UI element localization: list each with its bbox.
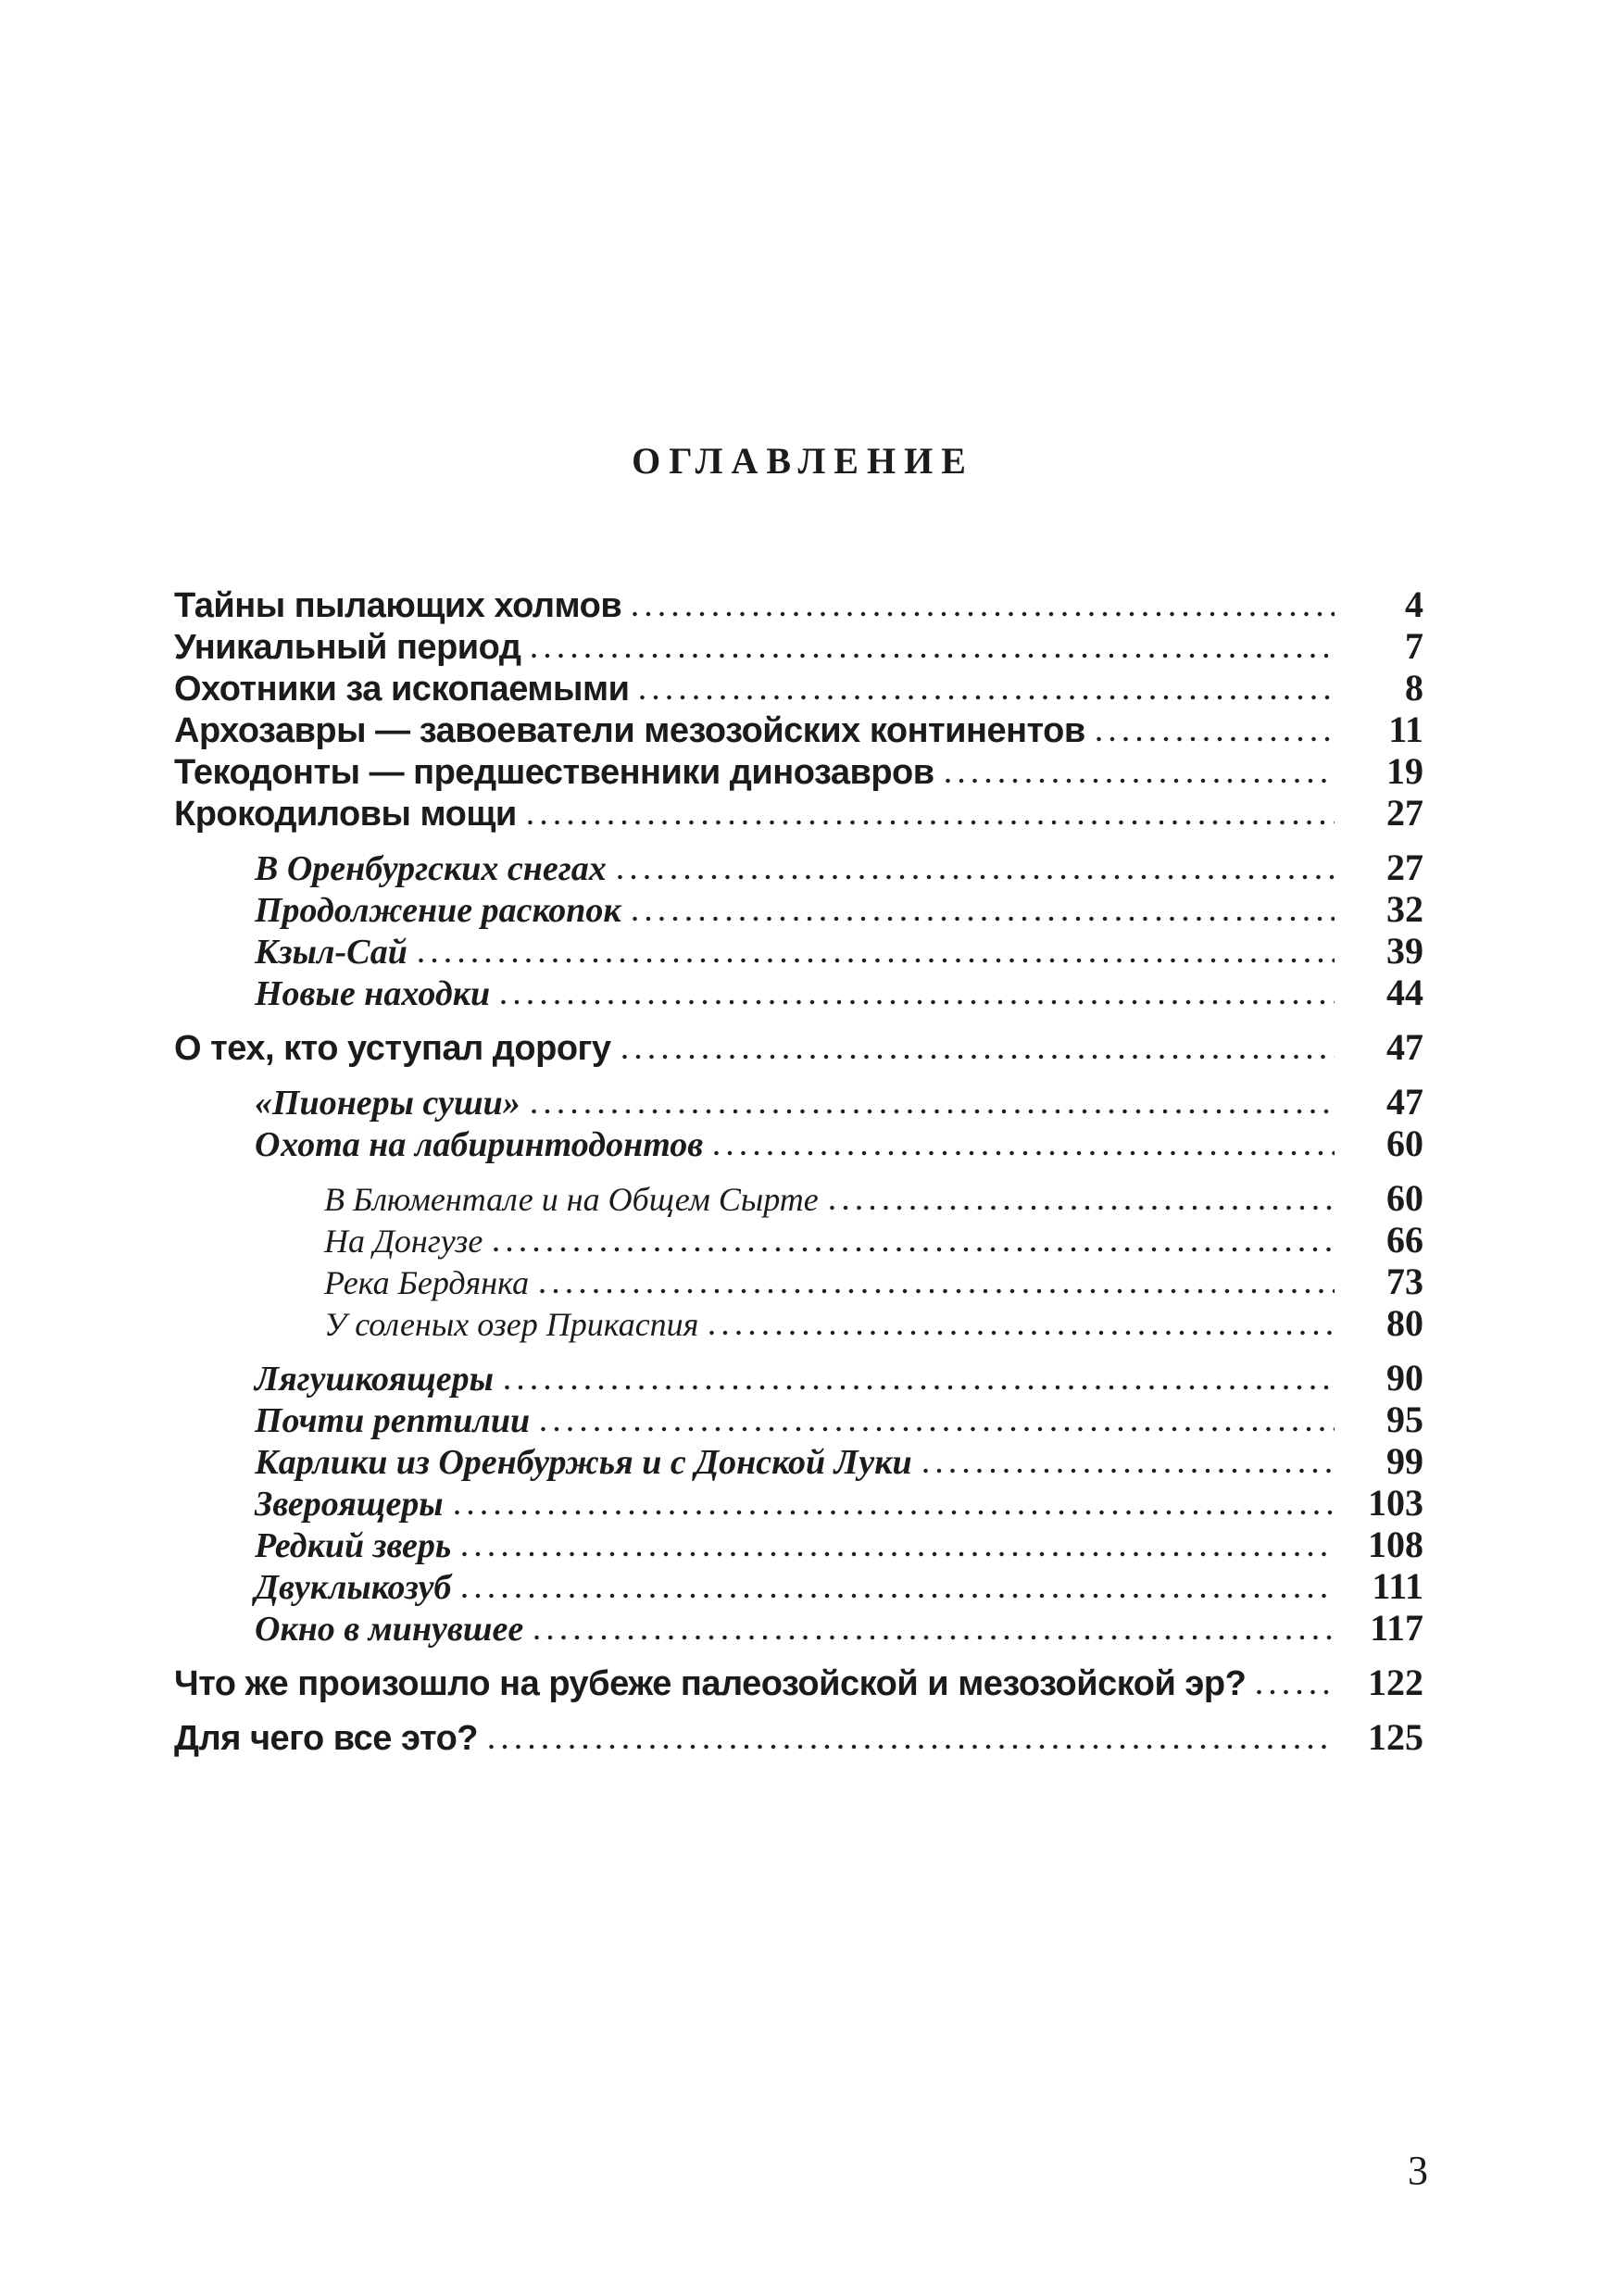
dot-leader xyxy=(534,1632,1335,1640)
toc-entry-title: В Блюментале и на Общем Сырте xyxy=(324,1181,819,1218)
toc-entry-page-number: 44 xyxy=(1386,972,1423,1013)
toc-entry-title: Река Бердянка xyxy=(324,1264,530,1301)
toc-entry-page-number: 27 xyxy=(1386,847,1423,888)
toc-entry xyxy=(174,1440,1423,1482)
toc-entry xyxy=(174,1026,1423,1068)
toc-entry xyxy=(174,1261,1423,1302)
toc-entry-title: Двуклыкозуб xyxy=(255,1568,452,1607)
toc-entry-title: Продолжение раскопок xyxy=(255,891,621,930)
toc-entry-title: Звероящеры xyxy=(255,1485,444,1524)
toc-entry xyxy=(174,750,1423,792)
dot-leader xyxy=(532,650,1335,659)
toc-entry xyxy=(174,625,1423,667)
toc-entry-title: «Пионеры суши» xyxy=(255,1084,520,1123)
toc-entry-page-number: 125 xyxy=(1368,1716,1423,1758)
toc-entry xyxy=(174,1081,1423,1123)
dot-leader xyxy=(830,1202,1335,1211)
toc-entry xyxy=(174,1524,1423,1565)
toc-entry-page-number: 39 xyxy=(1386,930,1423,972)
toc-entry-page-number: 19 xyxy=(1386,750,1423,792)
toc-entry xyxy=(174,847,1423,888)
toc-entry xyxy=(174,1123,1423,1164)
toc-entry xyxy=(174,1302,1423,1344)
dot-leader xyxy=(455,1507,1335,1515)
toc-entry-title: О тех, кто уступал дорогу xyxy=(174,1029,611,1068)
toc-entry-title: Тайны пылающих холмов xyxy=(174,586,622,625)
toc-entry-page-number: 95 xyxy=(1386,1399,1423,1440)
dot-leader xyxy=(714,1148,1335,1156)
toc-entry-page-number: 117 xyxy=(1370,1607,1423,1649)
toc-entry-page-number: 60 xyxy=(1386,1123,1423,1164)
dot-leader xyxy=(505,1382,1335,1390)
toc-entry-title: В Оренбургских снегах xyxy=(255,849,607,888)
toc-entry-page-number: 103 xyxy=(1368,1482,1423,1524)
dot-leader xyxy=(541,1424,1335,1432)
toc-entry xyxy=(174,1607,1423,1649)
toc-entry-title: Лягушкоящеры xyxy=(255,1360,494,1399)
toc-entry-title: У соленых озер Прикаспия xyxy=(324,1306,699,1343)
toc-entry xyxy=(174,1357,1423,1399)
toc-entry-page-number: 66 xyxy=(1386,1219,1423,1261)
dot-leader xyxy=(528,817,1335,825)
toc-entry xyxy=(174,1399,1423,1440)
toc-entry-page-number: 47 xyxy=(1386,1026,1423,1068)
dot-leader xyxy=(923,1465,1335,1474)
toc-entry-page-number: 122 xyxy=(1368,1662,1423,1703)
toc-entry xyxy=(174,1482,1423,1524)
dot-leader xyxy=(540,1286,1335,1294)
toc-entry-title: Охотники за ископаемыми xyxy=(174,670,630,709)
toc-entry xyxy=(174,1219,1423,1261)
toc-entry xyxy=(174,1716,1423,1758)
dot-leader xyxy=(633,913,1335,922)
dot-leader xyxy=(622,1051,1335,1060)
toc-entry-title: Для чего все это? xyxy=(174,1719,478,1758)
dot-leader xyxy=(1257,1687,1335,1695)
toc-entry-title: Почти рептилии xyxy=(255,1401,531,1440)
toc-entry-page-number: 8 xyxy=(1405,667,1423,709)
dot-leader xyxy=(532,1106,1335,1114)
toc-entry-title: Карлики из Оренбуржья и с Донской Луки xyxy=(255,1443,912,1482)
toc-entry xyxy=(174,972,1423,1013)
dot-leader xyxy=(501,997,1335,1005)
toc-entry-title: Уникальный период xyxy=(174,628,521,667)
toc-entry-page-number: 90 xyxy=(1386,1357,1423,1399)
toc-entry-page-number: 73 xyxy=(1386,1261,1423,1302)
toc-entry-title: На Донгузе xyxy=(324,1223,483,1260)
toc-entry-title: Крокодиловы мощи xyxy=(174,795,517,834)
toc-entry-page-number: 60 xyxy=(1386,1177,1423,1219)
dot-leader xyxy=(946,775,1335,784)
toc-entry-page-number: 32 xyxy=(1386,888,1423,930)
toc-entry-page-number: 27 xyxy=(1386,792,1423,834)
toc-entry xyxy=(174,667,1423,709)
page-title: ОГЛАВЛЕНИЕ xyxy=(632,440,974,482)
dot-leader xyxy=(640,692,1335,700)
toc-entry xyxy=(174,792,1423,834)
toc-entry-title: Кзыл-Сай xyxy=(255,933,407,972)
toc-entry xyxy=(174,1177,1423,1219)
toc-entry-page-number: 47 xyxy=(1386,1081,1423,1123)
toc-entry-page-number: 4 xyxy=(1405,583,1423,625)
toc-entry-page-number: 80 xyxy=(1386,1302,1423,1344)
page-number-folio: 3 xyxy=(1408,2148,1428,2193)
toc-entry-title: Архозавры — завоеватели мезозойских континентов xyxy=(174,711,1085,750)
dot-leader xyxy=(489,1741,1335,1750)
toc-entry-page-number: 108 xyxy=(1368,1524,1423,1565)
dot-leader xyxy=(633,609,1335,617)
dot-leader xyxy=(462,1590,1335,1599)
dot-leader xyxy=(419,955,1335,963)
toc-entry xyxy=(174,583,1423,625)
toc-entry xyxy=(174,930,1423,972)
toc-entry-page-number: 7 xyxy=(1405,625,1423,667)
toc-entry-title: Что же произошло на рубеже палеозойской и мезозойской эр? xyxy=(174,1664,1247,1703)
toc-entry-page-number: 11 xyxy=(1388,709,1423,750)
toc-entry-title: Новые находки xyxy=(255,974,491,1013)
dot-leader xyxy=(1097,734,1335,742)
toc-entry-title: Редкий зверь xyxy=(255,1526,452,1565)
dot-leader xyxy=(709,1327,1335,1336)
toc-entry-page-number: 111 xyxy=(1372,1565,1423,1607)
toc-entry-title: Текодонты — предшественники динозавров xyxy=(174,753,934,792)
toc-entry xyxy=(174,1662,1423,1703)
table-of-contents xyxy=(174,583,1423,1758)
dot-leader xyxy=(462,1549,1335,1557)
toc-entry-page-number: 99 xyxy=(1386,1440,1423,1482)
dot-leader xyxy=(494,1244,1335,1252)
toc-entry-title: Окно в минувшее xyxy=(255,1610,524,1649)
toc-entry-title: Охота на лабиринтодонтов xyxy=(255,1125,704,1164)
toc-entry xyxy=(174,709,1423,750)
dot-leader xyxy=(618,872,1335,880)
toc-entry xyxy=(174,888,1423,930)
toc-entry xyxy=(174,1565,1423,1607)
